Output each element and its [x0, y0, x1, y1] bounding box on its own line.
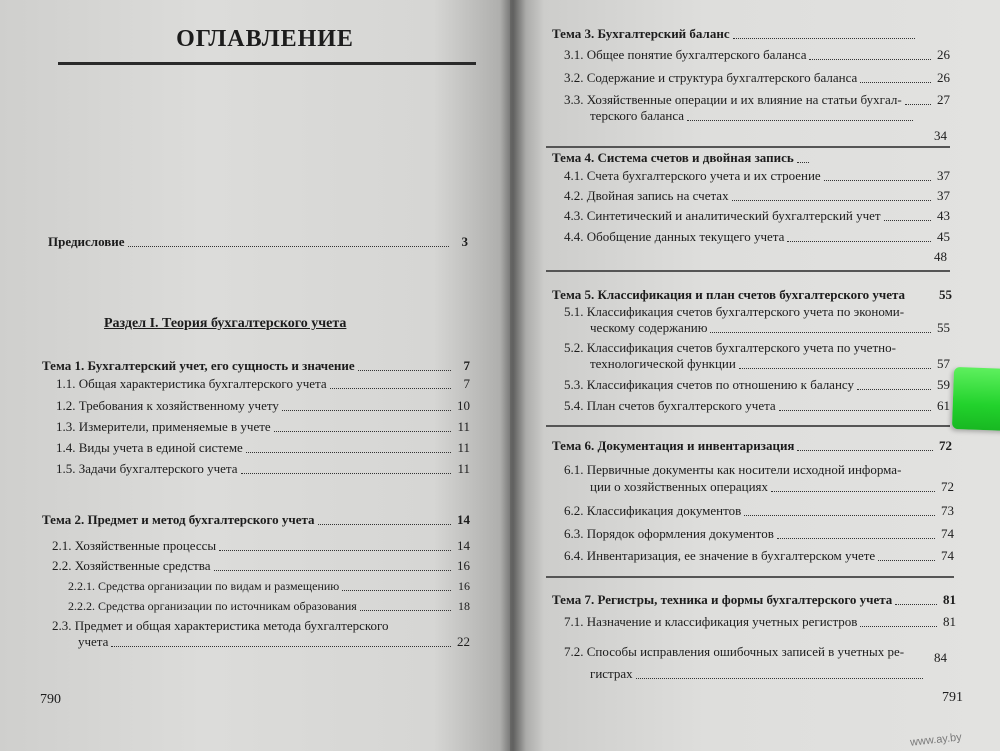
toc-topic-3: Тема 3. Бухгалтерский баланс [552, 26, 918, 42]
page-title: ОГЛАВЛЕНИЕ [176, 26, 354, 52]
toc-topic-4: Тема 4. Система счетов и двойная запись [552, 150, 812, 166]
toc-entry-line2: гистрах [590, 666, 926, 682]
toc-entry: 6.2. Классификация документов 73 [564, 503, 954, 518]
divider [546, 270, 950, 272]
book-gutter [500, 0, 526, 751]
toc-entry: 3.3. Хозяйственные операции и их влияние на статьи бухгал- 27 [564, 92, 950, 107]
toc-entry: 5.4. План счетов бухгалтерского учета 61 [564, 398, 950, 413]
toc-page: 48 [934, 249, 947, 264]
toc-entry: 5.3. Классификация счетов по отношению к балансу 59 [564, 377, 950, 392]
toc-entry-line1: 2.3. Предмет и общая характеристика метода бухгалтерского [52, 618, 389, 633]
section-heading: Раздел I. Теория бухгалтерского учета [104, 316, 347, 331]
toc-entry-line2: учета 22 [78, 634, 470, 649]
toc-entry: 4.4. Обобщение данных текущего учета 45 [564, 229, 950, 244]
toc-entry: 4.3. Синтетический и аналитический бухгалтерский учет 43 [564, 208, 950, 223]
toc-subentry: 2.2.2. Средства организации по источникам образования 18 [68, 599, 470, 613]
toc-entry: 3.1. Общее понятие бухгалтерского баланса 26 [564, 47, 950, 62]
toc-entry-line1: 5.2. Классификация счетов бухгалтерского учета по учетно- [564, 340, 896, 355]
divider [546, 425, 950, 427]
toc-subentry: 2.2.1. Средства организации по видам и размещению 16 [68, 579, 470, 593]
toc-entry-line2: терского баланса [590, 108, 916, 124]
toc-entry-line2: ческому содержанию 55 [590, 320, 950, 335]
toc-entry: 6.3. Порядок оформления документов 74 [564, 526, 954, 541]
toc-entry: 1.3. Измерители, применяемые в учете 11 [56, 419, 470, 434]
toc-entry: 1.1. Общая характеристика бухгалтерского учета 7 [56, 376, 470, 391]
toc-entry-line1: 7.2. Способы исправления ошибочных записей в учетных ре- [564, 644, 905, 659]
page-number-left: 790 [40, 692, 61, 707]
toc-entry-preface: Предисловие 3 [48, 234, 468, 249]
toc-entry: 4.2. Двойная запись на счетах 37 [564, 188, 950, 203]
toc-entry: 6.4. Инвентаризация, ее значение в бухгалтерском учете 74 [564, 548, 954, 563]
divider [546, 576, 954, 578]
page-number-right: 791 [942, 690, 963, 705]
toc-topic-6: Тема 6. Документация и инвентаризация 72 [552, 438, 952, 453]
toc-entry-line2: ции о хозяйственных операциях 72 [590, 479, 954, 494]
toc-entry: 1.2. Требования к хозяйственному учету 10 [56, 398, 470, 413]
divider [546, 146, 950, 148]
toc-topic-1: Тема 1. Бухгалтерский учет, его сущность и значение 7 [42, 358, 470, 373]
toc-entry: 2.1. Хозяйственные процессы 14 [52, 538, 470, 553]
toc-page: 84 [934, 650, 947, 665]
toc-entry: 4.1. Счета бухгалтерского учета и их строение 37 [564, 168, 950, 183]
toc-entry: 2.2. Хозяйственные средства 16 [52, 558, 470, 573]
toc-entry: 1.4. Виды учета в единой системе 11 [56, 440, 470, 455]
title-rule [58, 62, 476, 65]
toc-entry-line2: технологической функции 57 [590, 356, 950, 371]
toc-entry: 3.2. Содержание и структура бухгалтерского баланса 26 [564, 70, 950, 85]
watermark: www.ay.by [909, 731, 963, 749]
toc-entry-line1: 5.1. Классификация счетов бухгалтерского учета по экономи- [564, 304, 905, 319]
toc-entry-line1: 6.1. Первичные документы как носители исходной информа- [564, 462, 902, 477]
bookmark-sticker [952, 367, 1000, 431]
toc-topic-2: Тема 2. Предмет и метод бухгалтерского учета 14 [42, 512, 470, 527]
toc-entry: 7.1. Назначение и классификация учетных регистров 81 [564, 614, 956, 629]
toc-topic-5: Тема 5. Классификация и план счетов бухгалтерского учета 55 [552, 287, 952, 302]
toc-entry: 1.5. Задачи бухгалтерского учета 11 [56, 461, 470, 476]
toc-page: 34 [934, 128, 947, 143]
toc-topic-7: Тема 7. Регистры, техника и формы бухгалтерского учета 81 [552, 592, 956, 607]
